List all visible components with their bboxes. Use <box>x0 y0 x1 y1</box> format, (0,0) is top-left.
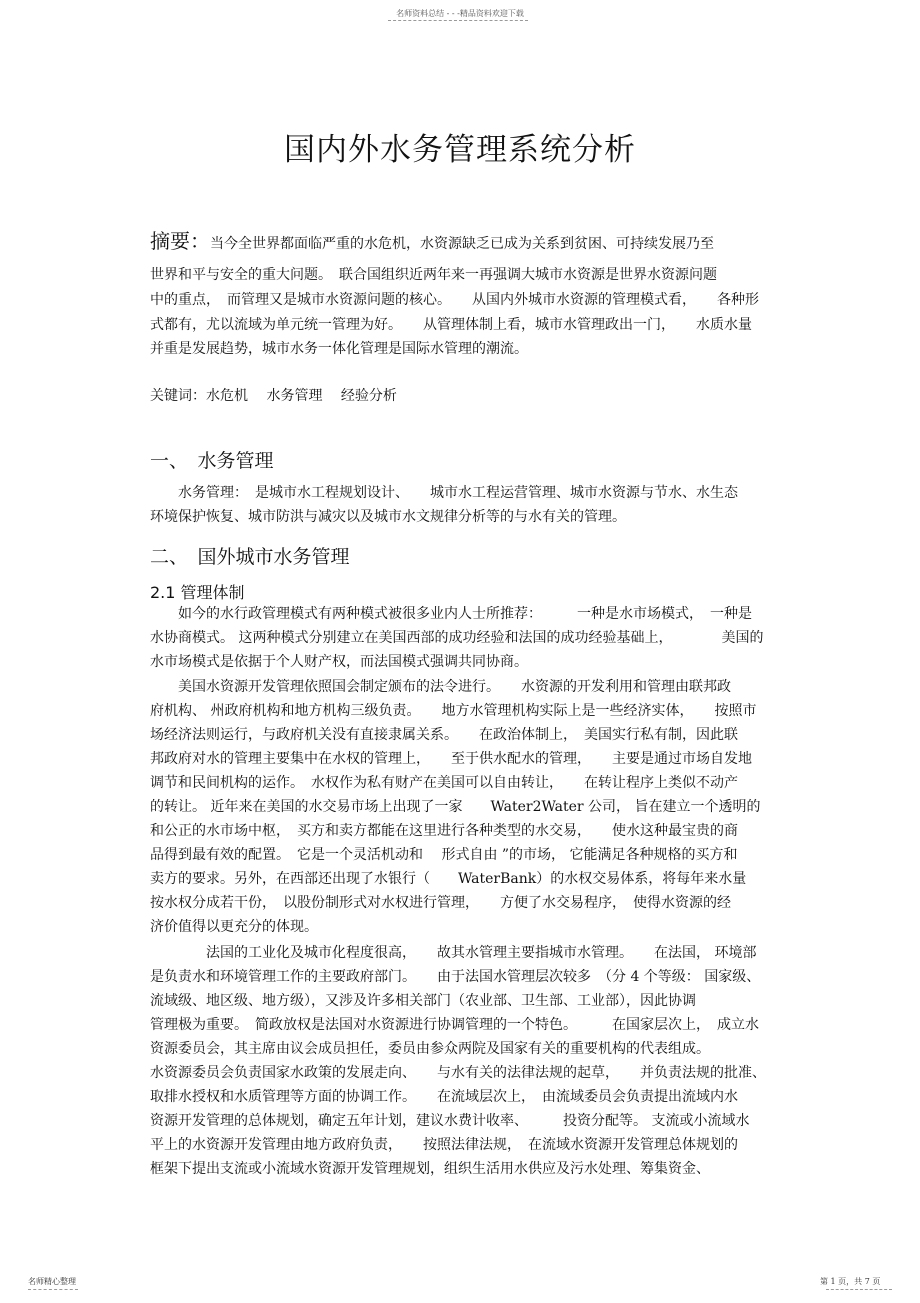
section-heading: 二、 国外城市水务管理 <box>150 546 350 568</box>
body-line: 按水权分成若干份， 以股份制形式对水权进行管理， 方便了水交易程序， 使得水资源的经 <box>150 895 731 911</box>
body-line: 资源委员会，其主席由议会成员担任，委员由参众两院及国家有关的重要机构的代表组成。 <box>150 1041 710 1057</box>
abstract-line: 式都有，尤以流域为单元统一管理为好。 从管理体制上看，城市水管理政出一门， 水质水量 <box>150 317 752 333</box>
body-line: 是负责水和环境管理工作的主要政府部门。 由于法国水管理层次较多 （分 4 个等级： 国家级、 <box>150 969 761 985</box>
body-line: 邦政府对水的管理主要集中在水权的管理上， 至于供水配水的管理， 主要是通过市场自发地 <box>150 751 752 767</box>
body-line: 场经济法则运行，与政府机关没有直接隶属关系。 在政治体制上， 美国实行私有制，因此联 <box>150 727 738 743</box>
body-line: 卖方的要求。另外，在西部还出现了水银行（ WaterBank）的水权交易体系，将每年来水量 <box>150 871 747 887</box>
body-line: 调节和民间机构的运作。 水权作为私有财产在美国可以自由转让， 在转让程序上类似不动产 <box>150 775 738 791</box>
keywords: 关键词：水危机 水务管理 经验分析 <box>150 388 397 404</box>
body-line: 济价值得以更充分的体现。 <box>150 919 318 935</box>
body-line: 的转让。 近年来在美国的水交易市场上出现了一家 Water2Water 公司， 旨在建立一个透明的 <box>150 799 761 815</box>
body-line: 环境保护恢复、城市防洪与减灾以及城市水文规律分析等的与水有关的管理。 <box>150 509 626 525</box>
footer-right-divider <box>826 1289 892 1290</box>
body-line: 框架下提出支流或小流域水资源开发管理规划，组织生活用水供应及污水处理、筹集资金、 <box>150 1161 710 1177</box>
footer-left-divider <box>28 1289 78 1290</box>
body-line: 平上的水资源开发管理由地方政府负责， 按照法律法规， 在流域水资源开发管理总体规划的 <box>150 1137 738 1153</box>
body-line: 管理极为重要。 简政放权是法国对水资源进行协调管理的一个特色。 在国家层次上， 成立水 <box>150 1017 759 1033</box>
abstract-first-line <box>150 230 714 255</box>
body-line: 美国水资源开发管理依照国会制定颁布的法令进行。 水资源的开发利用和管理由联邦政 <box>150 679 731 695</box>
abstract-line: 并重是发展趋势，城市水务一体化管理是国际水管理的潮流。 <box>150 341 528 357</box>
abstract-line: 中的重点， 而管理又是城市水资源问题的核心。 从国内外城市水资源的管理模式看， 各种形 <box>150 292 759 308</box>
subsection-heading: 2.1 管理体制 <box>150 583 245 602</box>
section-heading: 一、 水务管理 <box>150 450 274 472</box>
body-line: 如今的水行政管理模式有两种模式被很多业内人士所推荐： 一种是水市场模式， 一种是 <box>150 606 752 622</box>
abstract-label: 摘要： <box>150 229 210 253</box>
body-line: 水资源委员会负责国家水政策的发展走向、 与水有关的法律法规的起草， 并负责法规的批准、 <box>150 1065 766 1081</box>
body-line: 和公正的水市场中枢， 买方和卖方都能在这里进行各种类型的水交易， 使水这种最宝贵的商 <box>150 823 738 839</box>
body-line: 品得到最有效的配置。 它是一个灵活机动和 形式自由 ”的市场， 它能满足各种规格的买方和 <box>150 847 738 863</box>
body-line: 取排水授权和水质管理等方面的协调工作。 在流域层次上， 由流域委员会负责提出流域内水 <box>150 1089 738 1105</box>
header-divider <box>388 20 528 21</box>
body-line: 水协商模式。 这两种模式分别建立在美国西部的成功经验和法国的成功经验基础上， 美国的 <box>150 630 764 646</box>
footer-left: 名师精心整理 <box>28 1277 76 1286</box>
body-line: 水市场模式是依据于个人财产权，而法国模式强调共同协商。 <box>150 654 528 670</box>
body-line: 水务管理： 是城市水工程规划设计、 城市水工程运营管理、城市水资源与节水、水生态 <box>150 485 738 501</box>
document-title: 国内外水务管理系统分析 <box>284 132 636 168</box>
abstract-line: 世界和平与安全的重大问题。 联合国组织近两年来一再强调大城市水资源是世界水资源问题 <box>150 267 717 283</box>
body-line: 法国的工业化及城市化程度很高， 故其水管理主要指城市水管理。 在法国， 环境部 <box>150 945 757 961</box>
page-header: 名师资料总结 - - -精品资料欢迎下载 <box>396 9 524 18</box>
body-line: 府机构、 州政府机构和地方机构三级负责。 地方水管理机构实际上是一些经济实体， 按照市 <box>150 703 757 719</box>
body-line: 资源开发管理的总体规划，确定五年计划，建议水费计收率、 投资分配等。 支流或小流域水 <box>150 1113 750 1129</box>
footer-page-number: 第 1 页，共 7 页 <box>820 1277 881 1286</box>
abstract-line: 当今全世界都面临严重的水危机，水资源缺乏已成为关系到贫困、可持续发展乃至 <box>210 236 714 252</box>
body-line: 流域级、地区级、地方级），又涉及许多相关部门（农业部、卫生部、工业部），因此协调 <box>150 993 696 1009</box>
